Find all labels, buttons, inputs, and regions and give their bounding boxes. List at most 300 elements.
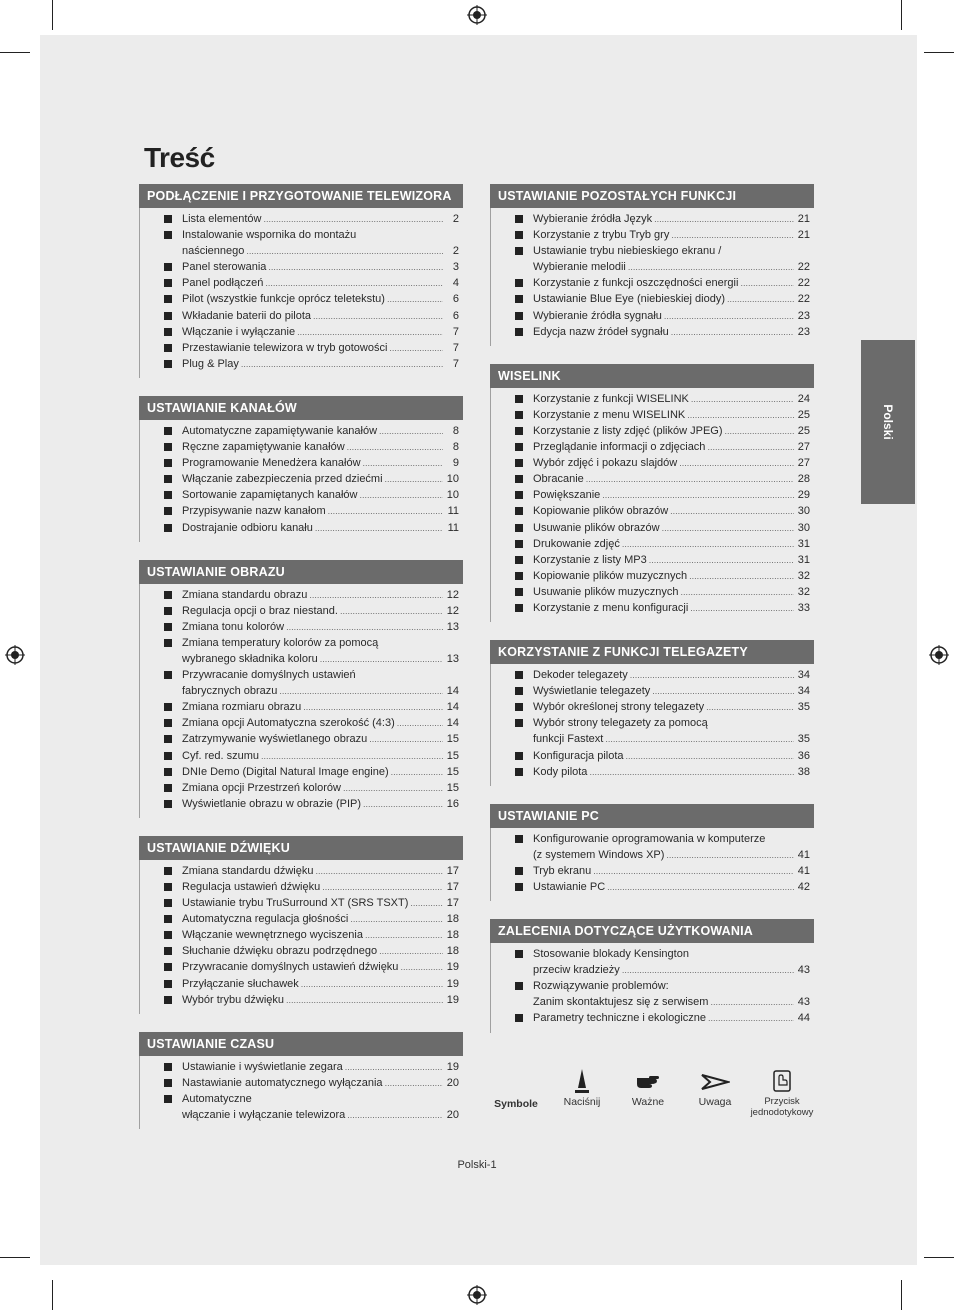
toc-entry-line	[182, 356, 459, 372]
toc-entry[interactable]	[140, 731, 463, 747]
toc-entry-title: Sortowanie zapamiętanych kanałów	[182, 489, 358, 502]
toc-entry-line	[533, 568, 810, 584]
toc-entry[interactable]	[140, 439, 463, 455]
bullet-square-icon	[164, 295, 172, 303]
bullet-square-icon	[164, 328, 172, 336]
toc-entry-page: 43	[797, 996, 810, 1009]
toc-entry[interactable]	[140, 699, 463, 715]
toc-entry[interactable]	[491, 552, 814, 568]
toc-entry[interactable]	[140, 587, 463, 603]
toc-entry-line	[182, 308, 459, 324]
toc-entry-title: Zatrzymywanie wyświetlanego obrazu	[182, 733, 368, 746]
crop-mark	[0, 1257, 30, 1258]
toc-entry-title: Włączanie zabezpieczenia przed dziećmi	[182, 473, 383, 486]
language-tab	[861, 340, 915, 504]
toc-entry[interactable]	[491, 879, 814, 895]
toc-entry-page: 16	[446, 797, 459, 810]
toc-entry[interactable]	[140, 211, 463, 227]
toc-entry-text	[182, 796, 463, 812]
toc-entry[interactable]	[140, 259, 463, 275]
toc-entry-title: Powiększanie	[533, 489, 601, 502]
toc-entry-page: 7	[452, 357, 459, 370]
toc-entry[interactable]	[140, 667, 463, 699]
toc-entry-text	[182, 927, 463, 943]
toc-entry-line	[533, 879, 810, 895]
toc-entry-title: Wybieranie źródła sygnału	[533, 309, 662, 322]
toc-entry-title: Korzystanie z trybu Tryb gry	[533, 229, 670, 242]
toc-entry[interactable]	[491, 308, 814, 324]
toc-entry-text	[533, 715, 814, 747]
toc-entry-text	[533, 699, 814, 715]
toc-entry-title: Panel sterowania	[182, 261, 267, 274]
toc-entry-title: (z systemem Windows XP)	[533, 848, 665, 861]
toc-entry[interactable]	[491, 715, 814, 747]
bullet-square-icon	[515, 556, 523, 564]
toc-entry[interactable]	[140, 340, 463, 356]
bullet-square-icon	[515, 231, 523, 239]
toc-entry-page: 29	[797, 489, 810, 502]
toc-entry-lead: Przywracanie domyślnych ustawień	[182, 669, 356, 682]
toc-entry-text	[533, 520, 814, 536]
toc-entry-text	[533, 683, 814, 699]
dot-leader	[671, 324, 794, 340]
dot-leader	[315, 520, 443, 536]
toc-entry[interactable]	[140, 879, 463, 895]
toc-entry-page: 7	[452, 341, 459, 354]
bullet-square-icon	[515, 295, 523, 303]
dot-leader	[666, 847, 794, 863]
toc-entry[interactable]	[491, 536, 814, 552]
bullet-square-icon	[515, 459, 523, 467]
toc-entry-line	[533, 259, 810, 275]
toc-entry[interactable]	[491, 211, 814, 227]
toc-entry[interactable]	[140, 863, 463, 879]
toc-entry-text	[533, 324, 814, 340]
toc-entry-page: 41	[797, 848, 810, 861]
dot-leader	[286, 619, 443, 635]
bullet-square-icon	[515, 411, 523, 419]
bullet-square-icon	[164, 507, 172, 515]
toc-entry[interactable]	[491, 699, 814, 715]
toc-entry-line	[533, 211, 810, 227]
toc-entry-title: Dostrajanie odbioru kanału	[182, 521, 313, 534]
toc-entry[interactable]	[140, 715, 463, 731]
toc-entry-text	[533, 391, 814, 407]
toc-entry-line	[182, 619, 459, 635]
dot-leader	[689, 568, 794, 584]
bullet-square-icon	[164, 719, 172, 727]
toc-entry-line	[533, 487, 810, 503]
crop-mark	[52, 0, 53, 30]
toc-entry-title: Programowanie Menedżera kanałów	[182, 457, 361, 470]
toc-section-body	[139, 584, 463, 818]
toc-entry[interactable]	[491, 455, 814, 471]
toc-entry-line	[182, 699, 459, 715]
toc-entry-page: 22	[797, 261, 810, 274]
toc-entry-title: Ustawianie PC	[533, 881, 606, 893]
bullet-square-icon	[164, 231, 172, 239]
bullet-square-icon	[515, 443, 523, 451]
toc-entry[interactable]	[491, 978, 814, 1010]
bullet-square-icon	[164, 1095, 172, 1103]
toc-entry-title: Zanim skontaktujesz się z serwisem	[533, 996, 709, 1009]
bullet-square-icon	[515, 768, 523, 776]
bullet-square-icon	[164, 883, 172, 891]
toc-entry-page: 27	[797, 457, 810, 470]
toc-entry-text	[533, 423, 814, 439]
toc-entry-title: Korzystanie z listy MP3	[533, 553, 647, 566]
bullet-square-icon	[164, 607, 172, 615]
toc-entry-title: Korzystanie z menu WISELINK	[533, 408, 686, 421]
dot-leader	[397, 715, 443, 731]
dot-leader	[690, 600, 794, 616]
toc-entry-line	[533, 291, 810, 307]
dot-leader	[622, 536, 794, 552]
toc-entry[interactable]	[140, 796, 463, 812]
dot-leader	[622, 962, 794, 978]
toc-entry-page: 12	[446, 588, 459, 601]
toc-entry[interactable]	[140, 927, 463, 943]
toc-entry[interactable]	[491, 863, 814, 879]
toc-entry[interactable]	[491, 275, 814, 291]
toc-entry-text	[182, 291, 463, 307]
bullet-square-icon	[515, 950, 523, 958]
symbol-important	[618, 1066, 678, 1108]
toc-entry[interactable]	[491, 423, 814, 439]
toc-entry[interactable]	[140, 603, 463, 619]
toc-entry[interactable]	[140, 943, 463, 959]
toc-entry-page: 19	[446, 977, 459, 990]
toc-entry-line	[533, 1010, 810, 1026]
toc-entry[interactable]	[140, 976, 463, 992]
bullet-square-icon	[515, 572, 523, 580]
toc-entry-title: Automatyczna regulacja głośności	[182, 913, 349, 926]
toc-entry[interactable]	[491, 324, 814, 340]
toc-entry-page: 9	[452, 457, 459, 470]
toc-entry-line	[533, 863, 810, 879]
toc-left-column	[139, 184, 463, 1147]
pointing-hand-icon	[633, 1066, 663, 1096]
crop-mark	[924, 52, 954, 53]
bullet-square-icon	[164, 899, 172, 907]
toc-entry-text	[182, 635, 463, 667]
toc-entry[interactable]	[140, 487, 463, 503]
toc-entry-text	[533, 243, 814, 275]
bullet-square-icon	[164, 1079, 172, 1087]
toc-entry[interactable]	[491, 568, 814, 584]
dot-leader	[340, 603, 443, 619]
toc-entry[interactable]	[491, 831, 814, 863]
toc-entry-page: 22	[797, 293, 810, 306]
toc-entry[interactable]	[140, 455, 463, 471]
toc-entry-page: 28	[797, 473, 810, 486]
toc-entry-title: Przypisywanie nazw kanałom	[182, 505, 326, 518]
toc-entry-text	[533, 568, 814, 584]
dot-leader	[369, 731, 443, 747]
toc-entry-line	[533, 391, 810, 407]
toc-entry-title: Wkładanie baterii do pilota	[182, 309, 312, 322]
toc-entry[interactable]	[140, 520, 463, 536]
toc-entry-line	[182, 911, 459, 927]
toc-entry-line	[182, 211, 459, 227]
toc-entry[interactable]	[491, 227, 814, 243]
bullet-square-icon	[164, 947, 172, 955]
dot-leader	[400, 959, 443, 975]
toc-entry-title: Wybór określonej strony telegazety	[533, 701, 705, 714]
bullet-square-icon	[164, 980, 172, 988]
toc-entry[interactable]	[140, 911, 463, 927]
toc-entry[interactable]	[140, 308, 463, 324]
bullet-square-icon	[164, 459, 172, 467]
toc-section	[139, 184, 463, 378]
bullet-square-icon	[164, 443, 172, 451]
toc-entry[interactable]	[491, 503, 814, 519]
toc-entry[interactable]	[140, 227, 463, 259]
toc-entry[interactable]	[140, 748, 463, 764]
bullet-square-icon	[164, 867, 172, 875]
toc-entry[interactable]	[491, 487, 814, 503]
toc-entry-text	[533, 1010, 814, 1026]
bullet-square-icon	[164, 784, 172, 792]
dot-leader	[320, 651, 443, 667]
page-number: Polski-1	[457, 1159, 497, 1171]
toc-entry[interactable]	[140, 423, 463, 439]
page-title: Treść	[144, 142, 215, 173]
toc-entry[interactable]	[491, 243, 814, 275]
toc-section-header: USTAWIANIE KANAŁÓW	[139, 396, 463, 420]
toc-entry-title: Dekoder telegazety	[533, 669, 628, 682]
toc-entry-text	[182, 959, 463, 975]
toc-entry[interactable]	[140, 992, 463, 1008]
toc-section-body	[490, 943, 814, 1032]
toc-entry-page: 42	[797, 881, 810, 893]
toc-entry-text	[182, 911, 463, 927]
toc-entry-title: Ręczne zapamiętywanie kanałów	[182, 441, 345, 454]
toc-entry[interactable]	[140, 291, 463, 307]
toc-entry-title: Regulacja opcji o braz niestand.	[182, 604, 338, 617]
toc-entry[interactable]	[491, 946, 814, 978]
toc-entry-line	[182, 927, 459, 943]
toc-entry-line	[182, 520, 459, 536]
toc-entry-title: funkcji Fastext	[533, 733, 604, 746]
toc-entry-line	[533, 667, 810, 683]
toc-section-header: USTAWIANIE PC	[490, 804, 814, 828]
toc-entry[interactable]	[140, 471, 463, 487]
toc-entry-line	[182, 340, 459, 356]
toc-entry-text	[182, 603, 463, 619]
toc-entry-line	[182, 487, 459, 503]
toc-entry-text	[182, 439, 463, 455]
toc-entry[interactable]	[491, 391, 814, 407]
toc-entry[interactable]	[140, 1059, 463, 1075]
bullet-square-icon	[515, 328, 523, 336]
toc-entry-text	[533, 227, 814, 243]
toc-entry-line	[533, 227, 810, 243]
toc-entry-text	[533, 211, 814, 227]
toc-entry-line	[182, 243, 459, 259]
toc-entry-page: 21	[797, 213, 810, 225]
toc-entry-title: Wyświetlanie telegazety	[533, 685, 651, 698]
toc-entry[interactable]	[140, 764, 463, 780]
toc-entry-line	[533, 994, 810, 1010]
toc-entry-text	[533, 879, 814, 895]
toc-entry[interactable]	[140, 324, 463, 340]
bullet-square-icon	[164, 735, 172, 743]
dot-leader	[628, 259, 794, 275]
toc-entry-line	[182, 863, 459, 879]
toc-entry-title: Zmiana opcji Automatyczna szerokość (4:3)	[182, 717, 395, 730]
crop-mark	[52, 1280, 53, 1310]
toc-entry-title: Usuwanie plików obrazów	[533, 521, 660, 534]
toc-section-header: USTAWIANIE CZASU	[139, 1032, 463, 1056]
symbol-important-label: Ważne	[631, 1096, 665, 1108]
toc-entry[interactable]	[491, 764, 814, 780]
dot-leader	[241, 356, 443, 372]
toc-entry[interactable]	[491, 600, 814, 616]
dot-leader	[706, 699, 794, 715]
toc-section-header: WISELINK	[490, 364, 814, 388]
bullet-square-icon	[164, 344, 172, 352]
toc-entry-line	[533, 536, 810, 552]
toc-entry-title: Przywracanie domyślnych ustawień dźwięku	[182, 961, 399, 974]
toc-entry-page: 25	[797, 408, 810, 421]
bullet-square-icon	[515, 524, 523, 532]
toc-entry-page: 8	[452, 424, 459, 437]
dot-leader	[387, 291, 443, 307]
bullet-square-icon	[515, 312, 523, 320]
toc-entry[interactable]	[491, 584, 814, 600]
toc-entry-lead: Rozwiązywanie problemów:	[533, 980, 669, 993]
dot-leader	[363, 455, 443, 471]
toc-entry[interactable]	[491, 667, 814, 683]
dot-leader	[343, 780, 443, 796]
toc-entry-text	[182, 275, 463, 291]
toc-entry[interactable]	[491, 407, 814, 423]
toc-entry[interactable]	[140, 619, 463, 635]
dot-leader	[389, 340, 443, 356]
toc-entry-line	[182, 503, 459, 519]
bullet-square-icon	[164, 623, 172, 631]
bullet-square-icon	[164, 996, 172, 1004]
bullet-square-icon	[515, 507, 523, 515]
dot-leader	[630, 667, 794, 683]
toc-entry[interactable]	[491, 520, 814, 536]
toc-entry-title: Wybieranie źródła Język	[533, 213, 653, 225]
symbol-note-label: Uwaga	[698, 1096, 732, 1108]
toc-entry[interactable]	[491, 439, 814, 455]
toc-entry-page: 19	[446, 1060, 459, 1073]
toc-entry[interactable]	[491, 748, 814, 764]
bullet-square-icon	[515, 867, 523, 875]
toc-entry-text	[533, 455, 814, 471]
toc-entry[interactable]	[491, 683, 814, 699]
crop-mark	[924, 1257, 954, 1258]
toc-entry[interactable]	[140, 1091, 463, 1123]
toc-entry-text	[182, 699, 463, 715]
toc-entry-title: fabrycznych obrazu	[182, 685, 278, 698]
dot-leader	[626, 748, 794, 764]
toc-entry[interactable]	[491, 291, 814, 307]
toc-entry[interactable]	[491, 471, 814, 487]
toc-entry-text	[533, 667, 814, 683]
dot-leader	[350, 911, 443, 927]
toc-entry-title: Ustawianie trybu TruSurround XT (SRS TSXT)	[182, 897, 409, 910]
bullet-square-icon	[515, 883, 523, 891]
bullet-square-icon	[515, 604, 523, 612]
dot-leader	[363, 796, 443, 812]
toc-entry[interactable]	[140, 959, 463, 975]
dot-leader	[286, 992, 443, 1008]
toc-entry-page: 4	[452, 277, 459, 290]
dot-leader	[602, 487, 794, 503]
toc-entry-text	[182, 764, 463, 780]
toc-section	[139, 836, 463, 1014]
dot-leader	[605, 731, 794, 747]
toc-entry-text	[182, 667, 463, 699]
bullet-square-icon	[515, 491, 523, 499]
toc-entry-page: 11	[447, 521, 459, 534]
toc-entry-page: 15	[446, 749, 459, 762]
toc-entry-title: Obracanie	[533, 473, 584, 486]
toc-entry-page: 30	[797, 521, 810, 534]
dot-leader	[347, 1107, 443, 1123]
dot-leader	[360, 487, 444, 503]
toc-entry-text	[182, 487, 463, 503]
toc-entry-page: 2	[452, 245, 459, 258]
toc-entry[interactable]	[140, 275, 463, 291]
toc-entry[interactable]	[140, 1075, 463, 1091]
toc-entry-line	[182, 959, 459, 975]
toc-entry-title: Włączanie i wyłączanie	[182, 325, 296, 338]
bullet-square-icon	[164, 800, 172, 808]
toc-entry-page: 18	[446, 913, 459, 926]
toc-entry-line	[533, 600, 810, 616]
toc-entry-title: Wybór trybu dźwięku	[182, 993, 284, 1006]
toc-entry[interactable]	[140, 503, 463, 519]
toc-entry-page: 20	[446, 1109, 459, 1122]
toc-entry[interactable]	[491, 1010, 814, 1026]
toc-entry-title: Korzystanie z menu konfiguracji	[533, 601, 689, 614]
toc-entry-title: Ustawianie Blue Eye (niebieskiej diody)	[533, 293, 725, 306]
toc-entry-page: 10	[446, 473, 459, 486]
toc-entry-text	[182, 748, 463, 764]
crop-mark	[901, 1280, 902, 1310]
toc-entry-lead: Stosowanie blokady Kensington	[533, 948, 689, 961]
toc-entry-line	[182, 1075, 459, 1091]
registration-mark-icon	[467, 5, 487, 25]
toc-entry[interactable]	[140, 895, 463, 911]
toc-entry-lead: Zmiana temperatury kolorów za pomocą	[182, 636, 379, 649]
toc-section-header: USTAWIANIE DŹWIĘKU	[139, 836, 463, 860]
toc-entry-text	[182, 259, 463, 275]
toc-entry-page: 32	[797, 585, 810, 598]
toc-section-header: ZALECENIA DOTYCZĄCE UŻYTKOWANIA	[490, 919, 814, 943]
toc-entry[interactable]	[140, 635, 463, 667]
dot-leader	[607, 879, 794, 895]
dot-leader	[391, 764, 443, 780]
toc-entry-text	[182, 308, 463, 324]
toc-section-body	[139, 420, 463, 542]
dot-leader	[652, 683, 794, 699]
toc-entry[interactable]	[140, 356, 463, 372]
toc-entry[interactable]	[140, 780, 463, 796]
symbols-heading: Symbole	[494, 1098, 538, 1110]
bullet-square-icon	[515, 475, 523, 483]
toc-section	[490, 184, 814, 346]
toc-entry-line	[533, 584, 810, 600]
bullet-square-icon	[515, 1014, 523, 1022]
dot-leader	[740, 275, 794, 291]
